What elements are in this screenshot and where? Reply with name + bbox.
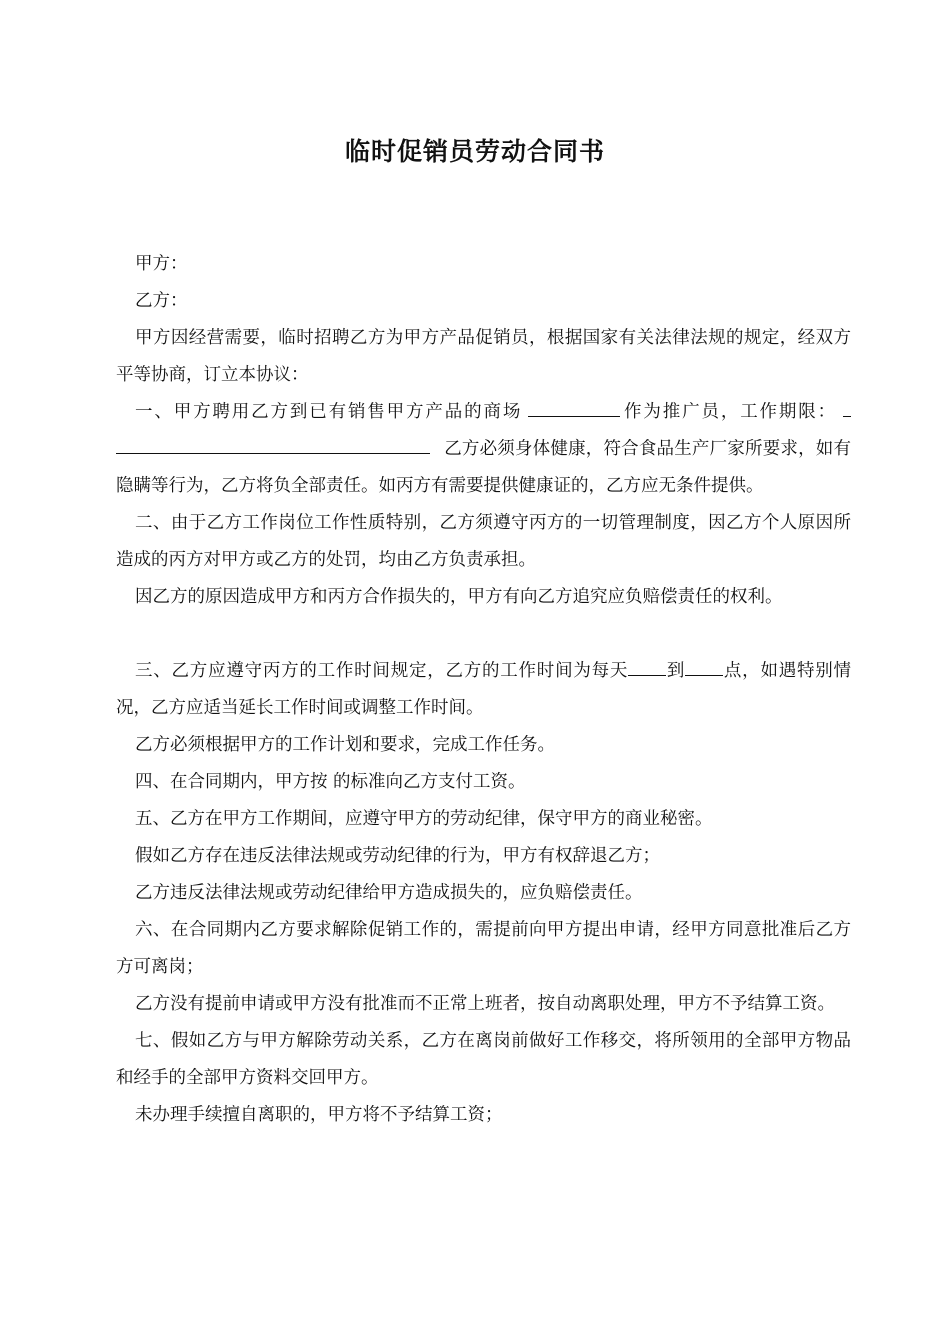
document-body bbox=[116, 246, 851, 1134]
term-blank-start bbox=[843, 396, 851, 417]
clause-3-extra: 乙方必须根据甲方的工作计划和要求，完成工作任务。 bbox=[135, 735, 555, 755]
clause-3-text-b: 到 bbox=[666, 661, 686, 681]
clause-5: 五、乙方在甲方工作期间，应遵守甲方的劳动纪律，保守甲方的商业秘密。 bbox=[135, 809, 713, 829]
clause-1-text-c: 乙方必须身体健康，符合食品生产厂家所要求，如有隐瞒等行为，乙方将负全部责任。如丙方有需要提供健康证的，乙方应无条件提供。 bbox=[116, 439, 851, 496]
term-blank bbox=[116, 433, 430, 454]
end-hour-blank bbox=[685, 655, 723, 676]
clause-1-text-a: 一、甲方聘用乙方到已有销售甲方产品的商场 bbox=[135, 402, 523, 422]
party-b-line: 乙方： bbox=[135, 291, 188, 311]
paragraph-gap bbox=[116, 616, 851, 653]
clause-3-text-c: 点，如遇特别情况，乙方应适当延长工作时间或调整工作时间。 bbox=[116, 661, 852, 718]
clause-2-extra: 因乙方的原因造成甲方和丙方合作损失的，甲方有向乙方追究应负赔偿责任的权利。 bbox=[135, 587, 783, 607]
clause-5-extra-1: 假如乙方存在违反法律法规或劳动纪律的行为，甲方有权辞退乙方； bbox=[135, 846, 660, 866]
start-hour-blank bbox=[628, 655, 666, 676]
party-a-line: 甲方： bbox=[135, 254, 188, 274]
intro-paragraph: 甲方因经营需要，临时招聘乙方为甲方产品促销员，根据国家有关法律法规的规定，经双方平等协商，订立本协议： bbox=[116, 328, 851, 385]
clause-1 bbox=[116, 394, 851, 505]
clause-4: 四、在合同期内，甲方按 的标准向乙方支付工资。 bbox=[135, 772, 526, 792]
clause-6-extra: 乙方没有提前申请或甲方没有批准而不正常上班者，按自动离职处理，甲方不予结算工资。 bbox=[135, 994, 835, 1014]
store-name-blank bbox=[528, 396, 620, 417]
clause-3-text-a: 三、乙方应遵守丙方的工作时间规定，乙方的工作时间为每天 bbox=[135, 661, 629, 681]
clause-5-extra-2: 乙方违反法律法规或劳动纪律给甲方造成损失的，应负赔偿责任。 bbox=[135, 883, 643, 903]
clause-7: 七、假如乙方与甲方解除劳动关系，乙方在离岗前做好工作移交，将所领用的全部甲方物品和经手的全部甲方资料交回甲方。 bbox=[116, 1031, 851, 1088]
clause-7-extra: 未办理手续擅自离职的，甲方将不予结算工资； bbox=[135, 1105, 503, 1125]
clause-1-text-b: 作为推广员，工作期限： bbox=[622, 402, 837, 422]
clause-3 bbox=[116, 653, 851, 727]
clause-2: 二、由于乙方工作岗位工作性质特别，乙方须遵守丙方的一切管理制度，因乙方个人原因所造成的丙方对甲方或乙方的处罚，均由乙方负责承担。 bbox=[116, 513, 851, 570]
clause-6: 六、在合同期内乙方要求解除促销工作的，需提前向甲方提出申请，经甲方同意批准后乙方方可离岗； bbox=[116, 920, 851, 977]
document-title: 临时促销员劳动合同书 bbox=[344, 137, 605, 166]
